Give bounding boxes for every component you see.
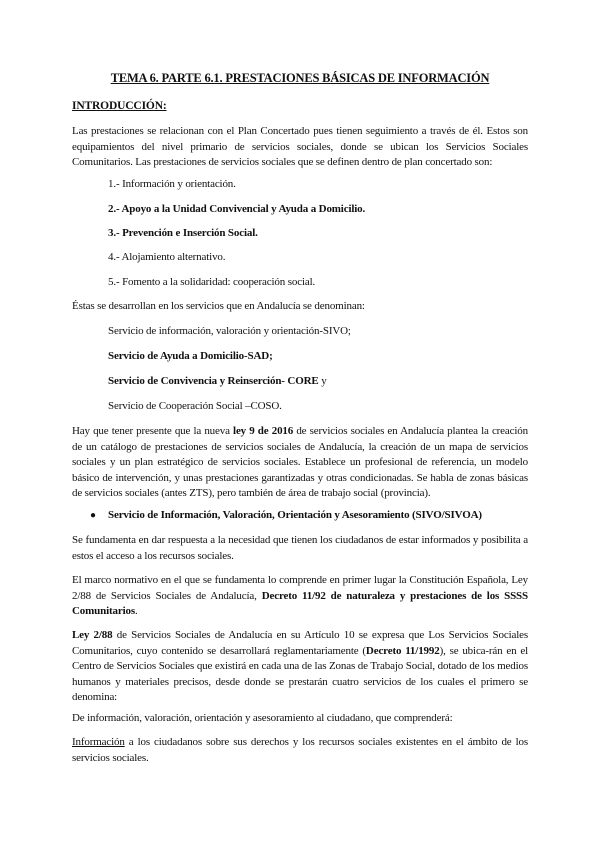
ley-2-88: Ley 2/88 xyxy=(72,629,113,641)
informacion-rest: a los ciudadanos sobre sus derechos y los recursos sociales existentes en el ámbito de los servicios sociales. xyxy=(72,736,528,764)
articulo-part2: ), se ubica-rán en el Centro de Servicios Sociales que existirá en cada una de las Zonas de Trabajo Social, dotado de los medios humanos y materiales precisos, desde donde se prestarán cuatro servicios de los cuales el primero se denomina: xyxy=(72,644,528,703)
bullet-icon: ● xyxy=(90,510,97,521)
andalucia-intro: Éstas se desarrollan en los servicios que en Andalucía se denominan: xyxy=(72,300,365,312)
ley-paragraph-part2: de servicios sociales en Andalucía plantea la creación de un catálogo de prestaciones de servicios sociales de Andalucía, la creación de un mapa de servicios sociales y un plan estratégico de servicios sociales. Establece un profesional de referencia, un modelo básico de intervención, y unas prestaciones garantizadas y otras condicionadas. Se habla de zonas básicas de servicios sociales (antes ZTS), pero también de área de trabajo social (provincia). xyxy=(72,425,528,499)
service-sad: Servicio de Ayuda a Domicilio-SAD; xyxy=(108,350,273,362)
articulo-paragraph xyxy=(72,628,528,706)
decreto-11-92: Decreto 11/92 de naturaleza y prestaciones de los SSSS Comunitarios xyxy=(72,589,528,617)
page-title: TEMA 6. PARTE 6.1. PRESTACIONES BÁSICAS DE INFORMACIÓN xyxy=(110,71,490,85)
plan-item-1: 1.- Información y orientación. xyxy=(108,178,236,190)
plan-item-3: 3.- Prevención e Inserción Social. xyxy=(108,227,258,239)
decreto-11-1992: Decreto 11/1992 xyxy=(365,644,440,657)
ley-paragraph-part1: Hay que tener presente que la nueva xyxy=(72,425,234,437)
marco-part1: El marco normativo en el que se fundamenta lo comprende en primer lugar la Constitución Española, Ley 2/88 de Servicios Sociales de Andalucía, xyxy=(72,574,528,602)
informacion-term: Información xyxy=(72,736,125,748)
service-core-suffix: y xyxy=(318,375,327,387)
plan-item-2: 2.- Apoyo a la Unidad Convivencial y Ayuda a Domicilio. xyxy=(108,203,366,215)
ley-paragraph xyxy=(72,424,528,502)
marco-paragraph xyxy=(72,573,528,620)
plan-item-4: 4.- Alojamiento alternativo. xyxy=(108,251,226,263)
articulo-part1: de Servicios Sociales de Andalucía en su Artículo 10 se expresa que Los Servicios Sociales Comunitarios, cuyo contenido se desarrollará reglamentariamente ( xyxy=(72,629,528,657)
informacion-line: De información, valoración, orientación y asesoramiento al ciudadano, que comprenderá: xyxy=(72,712,453,724)
informacion-paragraph xyxy=(72,735,528,766)
fundamenta-paragraph: Se fundamenta en dar respuesta a la necesidad que tienen los ciudadanos de estar informados y posibilita a estos el acceso a los recursos sociales. xyxy=(72,534,528,562)
service-core-name: Servicio de Convivencia y Reinserción- CORE xyxy=(108,375,319,387)
ley-9-2016: ley 9 de 2016 xyxy=(233,425,294,437)
service-sivo: Servicio de información, valoración y orientación-SIVO; xyxy=(108,325,351,337)
service-coso: Servicio de Cooperación Social –COSO. xyxy=(108,400,282,412)
marco-part2: . xyxy=(134,605,138,617)
plan-item-5: 5.- Fomento a la solidaridad: cooperación social. xyxy=(108,276,316,288)
bullet-heading: Servicio de Información, Valoración, Orientación y Asesoramiento (SIVO/SIVOA) xyxy=(108,509,482,521)
intro-paragraph: Las prestaciones se relacionan con el Plan Concertado pues tienen seguimiento a través de él. Estos son equipamientos del nivel primario de servicios sociales, donde se ubican los Servicios Sociales Comunitarios. Las prestaciones de servicios sociales que se definen dentro de plan concertado son: xyxy=(72,125,528,168)
intro-heading: INTRODUCCIÓN: xyxy=(72,100,167,112)
service-core xyxy=(108,375,327,387)
